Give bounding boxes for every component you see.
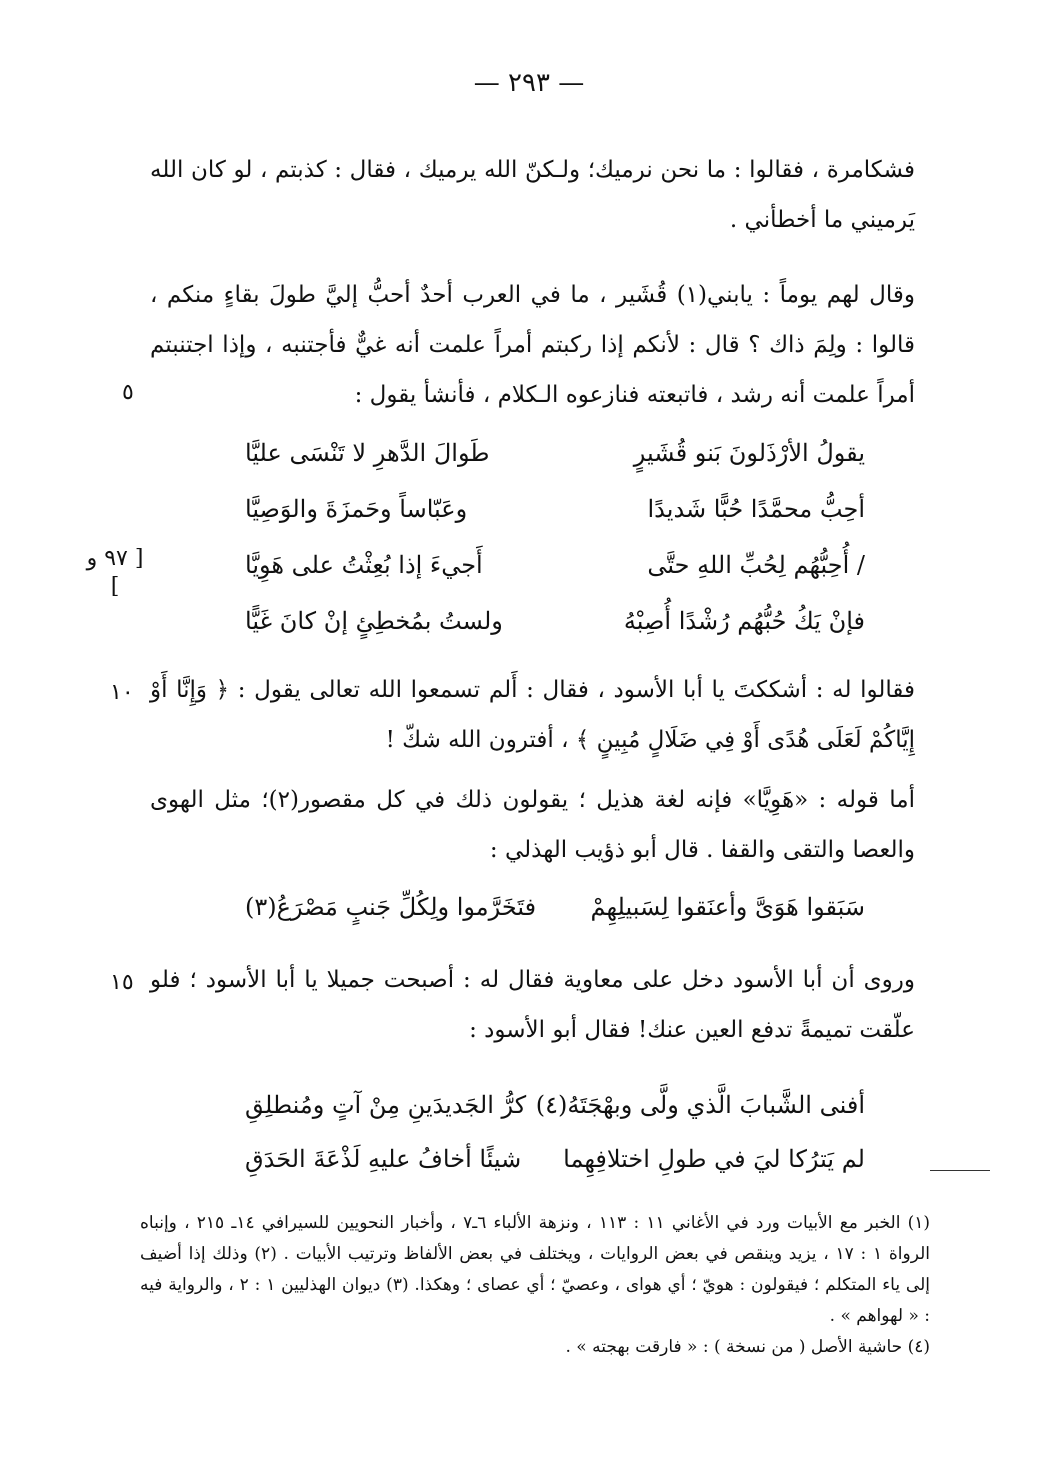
- verse-line: [245, 596, 865, 646]
- page-number: — ٢٩٣ —: [473, 68, 585, 98]
- verse-line: [245, 882, 865, 932]
- verse-hemistich-1: أحِبُّ محمَّدًا حُبًّا شَديدًا: [647, 495, 865, 523]
- verse-line: [245, 540, 865, 590]
- verse-hemistich-1: لم يَترُكا ليَ في طولِ اختلافِهِما: [563, 1145, 865, 1173]
- verse-hemistich-2: فتَخَرَّموا ولِكُلِّ جَنبٍ مَصْرَعُ(٣): [245, 893, 537, 921]
- verse-hemistich-1: يقولُ الأرْذَلونَ بَنو قُشَيرٍ: [633, 439, 865, 467]
- verse-hemistich-2: طَوالَ الدَّهرِ لا تَنْسَى عليَّا: [245, 439, 490, 467]
- verse-line: [245, 484, 865, 534]
- verse-hemistich-1: / أُحِبُّهُم لِحُبِّ اللهِ حتَّى: [647, 551, 865, 579]
- paragraph-2: وقال لهم يوماً : يابني(١) قُشَير ، ما في العرب أحدٌ أحبُّ إليَّ طولَ بقاءٍ منكم ، قالوا : ولِمَ ذاك ؟ قال : لأنكم إذا ركبتم أمراً علمت أنه غيٌّ فأجتنبه ، وإذا اجتنبتم أمراً علمت أنه رشد ، فاتبعته فنازعوه الـكلام ، فأنشأ يقول :: [150, 282, 915, 408]
- verse-line: [245, 1080, 865, 1130]
- verse-hemistich-2: وعَبّاساً وحَمزَةَ والوَصِيَّا: [245, 495, 468, 523]
- verse-hemistich-2: أَجيءَ إذا بُعِثْتُ على هَوِيَّا: [245, 551, 483, 579]
- paragraph-4: أما قوله : «هَوِيَّا» فإنه لغة هذيل ؛ يقولون ذلك في كل مقصور(٢)؛ مثل الهوى والعصا والتقى والقفا . قال أبو ذؤيب الهذلي :: [150, 787, 915, 863]
- verse-hemistich-2: كرُّ الجَديدَينِ مِنْ آتٍ ومُنطلِقِ: [245, 1091, 527, 1119]
- paragraph-5: وروى أن أبا الأسود دخل على معاوية فقال له : أصبحت جميلا يا أبا الأسود ؛ فلو علّقت تميمةً تدفع العين عنك! فقال أبو الأسود :: [150, 967, 915, 1043]
- verse-hemistich-1: سَبَقوا هَوَىَّ وأعنَقوا لِسَبيلِهِمْ: [590, 893, 865, 921]
- verse-line: [245, 428, 865, 478]
- paragraph-3: فقالوا له : أشككتَ يا أبا الأسود ، فقال : أَلم تسمعوا الله تعالى يقول : ﴿ وَإِنَّا أَوْ إِيَّاكُمْ لَعَلَى هُدًى أَوْ فِي ضَلَالٍ مُبِينٍ ﴾ ، أفترون الله شكّ !: [150, 677, 915, 753]
- paragraph-1: فشكامرة ، فقالوا : ما نحن نرميك؛ ولـكنّ الله يرميك ، فقال : كذبتم ، لو كان الله يَرميني ما أخطأني .: [150, 157, 915, 233]
- margin-line-number: ١٠: [110, 680, 134, 705]
- margin-line-number: ١٥: [110, 970, 134, 995]
- verse-hemistich-1: أفنى الشَّبابَ الَّذي ولَّى وبهْجَتَهُ(٤): [535, 1091, 865, 1119]
- margin-line-number: ٥: [122, 380, 134, 405]
- footnotes: [140, 1208, 930, 1363]
- verse-line: [245, 1134, 865, 1184]
- margin-folio: [ ٩٧ و ]: [86, 546, 144, 599]
- footnote-divider: [930, 1170, 990, 1171]
- footnote: (٤) حاشية الأصل ( من نسخة ) : « فارقت بهجته » .: [565, 1337, 930, 1357]
- verse-hemistich-2: شيئًا أخافُ عليهِ لَذْعَةَ الحَدَقِ: [245, 1145, 522, 1173]
- verse-hemistich-2: ولستُ بمُخطِئٍ إنْ كانَ غَيًّا: [245, 607, 503, 635]
- verse-hemistich-1: فإنْ يَكُ حُبُّهُم رُشْدًا أُصِبْهُ: [623, 607, 865, 635]
- footnote: (١) الخبر مع الأبيات ورد في الأغاني ١١ : ١١٣ ، ونزهة الألباء ٦ـ٧ ، وأخبار النحويين للسيرافي ١٤ـ ٢١٥ ، وإنباه الرواة ١ : ١٧ ، يزيد وينقص في بعض الروايات ، ويختلف في بعض الألفاظ وترتيب الأبيات . (٢) وذلك إذا أضيف إلى ياء المتكلم ؛ فيقولون : هويّ ؛ أي هواى ، وعصيّ ؛ أي عصاى ؛ وهكذا. (٣) ديوان الهذليين ١ : ٢ ، والرواية فيه : « لهواهم » .: [140, 1213, 931, 1326]
